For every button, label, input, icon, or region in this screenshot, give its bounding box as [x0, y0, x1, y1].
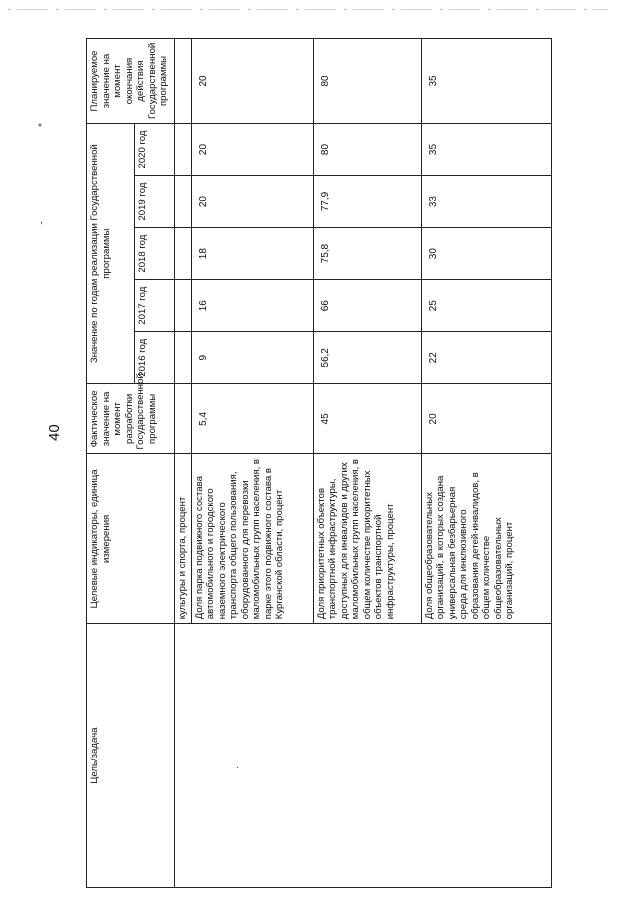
page-number: 40	[46, 424, 63, 441]
header-year-2020: 2020 год	[135, 123, 175, 175]
header-year-2018: 2018 год	[135, 228, 175, 280]
year-value: 80	[313, 123, 421, 175]
header-year-2017: 2017 год	[135, 280, 175, 332]
year-value: 20	[191, 176, 313, 228]
scan-speck: *	[38, 122, 42, 133]
planned-value: 35	[421, 39, 551, 124]
year-value: 75,8	[313, 228, 421, 280]
actual-value: 5,4	[191, 384, 313, 454]
indicator-cell: культуры и спорта, процент	[175, 454, 192, 624]
year-value	[175, 280, 192, 332]
year-value: 35	[421, 123, 551, 175]
year-value: 77,9	[313, 176, 421, 228]
planned-value	[175, 39, 192, 124]
header-planned: Планируемое значение на момент окончания действия Государственной программы	[87, 39, 175, 124]
year-value: 30	[421, 228, 551, 280]
header-goal: Цель/задача	[87, 624, 175, 888]
year-value: 56,2	[313, 332, 421, 384]
year-value: 22	[421, 332, 551, 384]
scan-noise	[8, 9, 608, 10]
header-by-years: Значение по годам реализации Государственной программы	[87, 123, 135, 383]
indicator-cell: Доля общеобразовательных организаций, в которых создана универсальная безбарьерная среда для инклюзивного образования детей-инвалидов, в общем количестве общеобразовательных организаций, процент	[421, 454, 551, 624]
indicator-table	[86, 38, 552, 888]
year-value	[175, 176, 192, 228]
header-indicator: Целевые индикаторы, единица измерения	[87, 454, 175, 624]
goal-cell	[175, 624, 552, 888]
indicator-cell: Доля приоритетных объектов транспортной инфраструктуры, доступных для инвалидов и других маломобильных групп населения, в общем количестве приоритетных объектов транспортной инфраструктуры, процент	[313, 454, 421, 624]
indicator-table-sheet	[86, 38, 548, 888]
year-value: 9	[191, 332, 313, 384]
year-value: 25	[421, 280, 551, 332]
year-value: 20	[191, 123, 313, 175]
year-value	[175, 123, 192, 175]
planned-value: 20	[191, 39, 313, 124]
year-value: 66	[313, 280, 421, 332]
actual-value: 20	[421, 384, 551, 454]
scan-speck: .	[236, 760, 239, 771]
header-year-2016: 2016 год	[135, 332, 175, 384]
header-actual: Фактическое значение на момент разработки Государственной программы	[87, 384, 175, 454]
table-row	[175, 39, 192, 888]
indicator-cell: Доля парка подвижного состава автомобильного и городского наземного электрического транспорта общего пользования, оборудованного для перевозки маломобильных групп населения, в парке этого подвижного состава в Курганской области, процент	[191, 454, 313, 624]
planned-value: 80	[313, 39, 421, 124]
year-value	[175, 228, 192, 280]
scan-speck: ,	[40, 215, 43, 226]
year-value: 16	[191, 280, 313, 332]
actual-value	[175, 384, 192, 454]
year-value: 18	[191, 228, 313, 280]
year-value: 33	[421, 176, 551, 228]
year-value	[175, 332, 192, 384]
header-year-2019: 2019 год	[135, 176, 175, 228]
actual-value: 45	[313, 384, 421, 454]
